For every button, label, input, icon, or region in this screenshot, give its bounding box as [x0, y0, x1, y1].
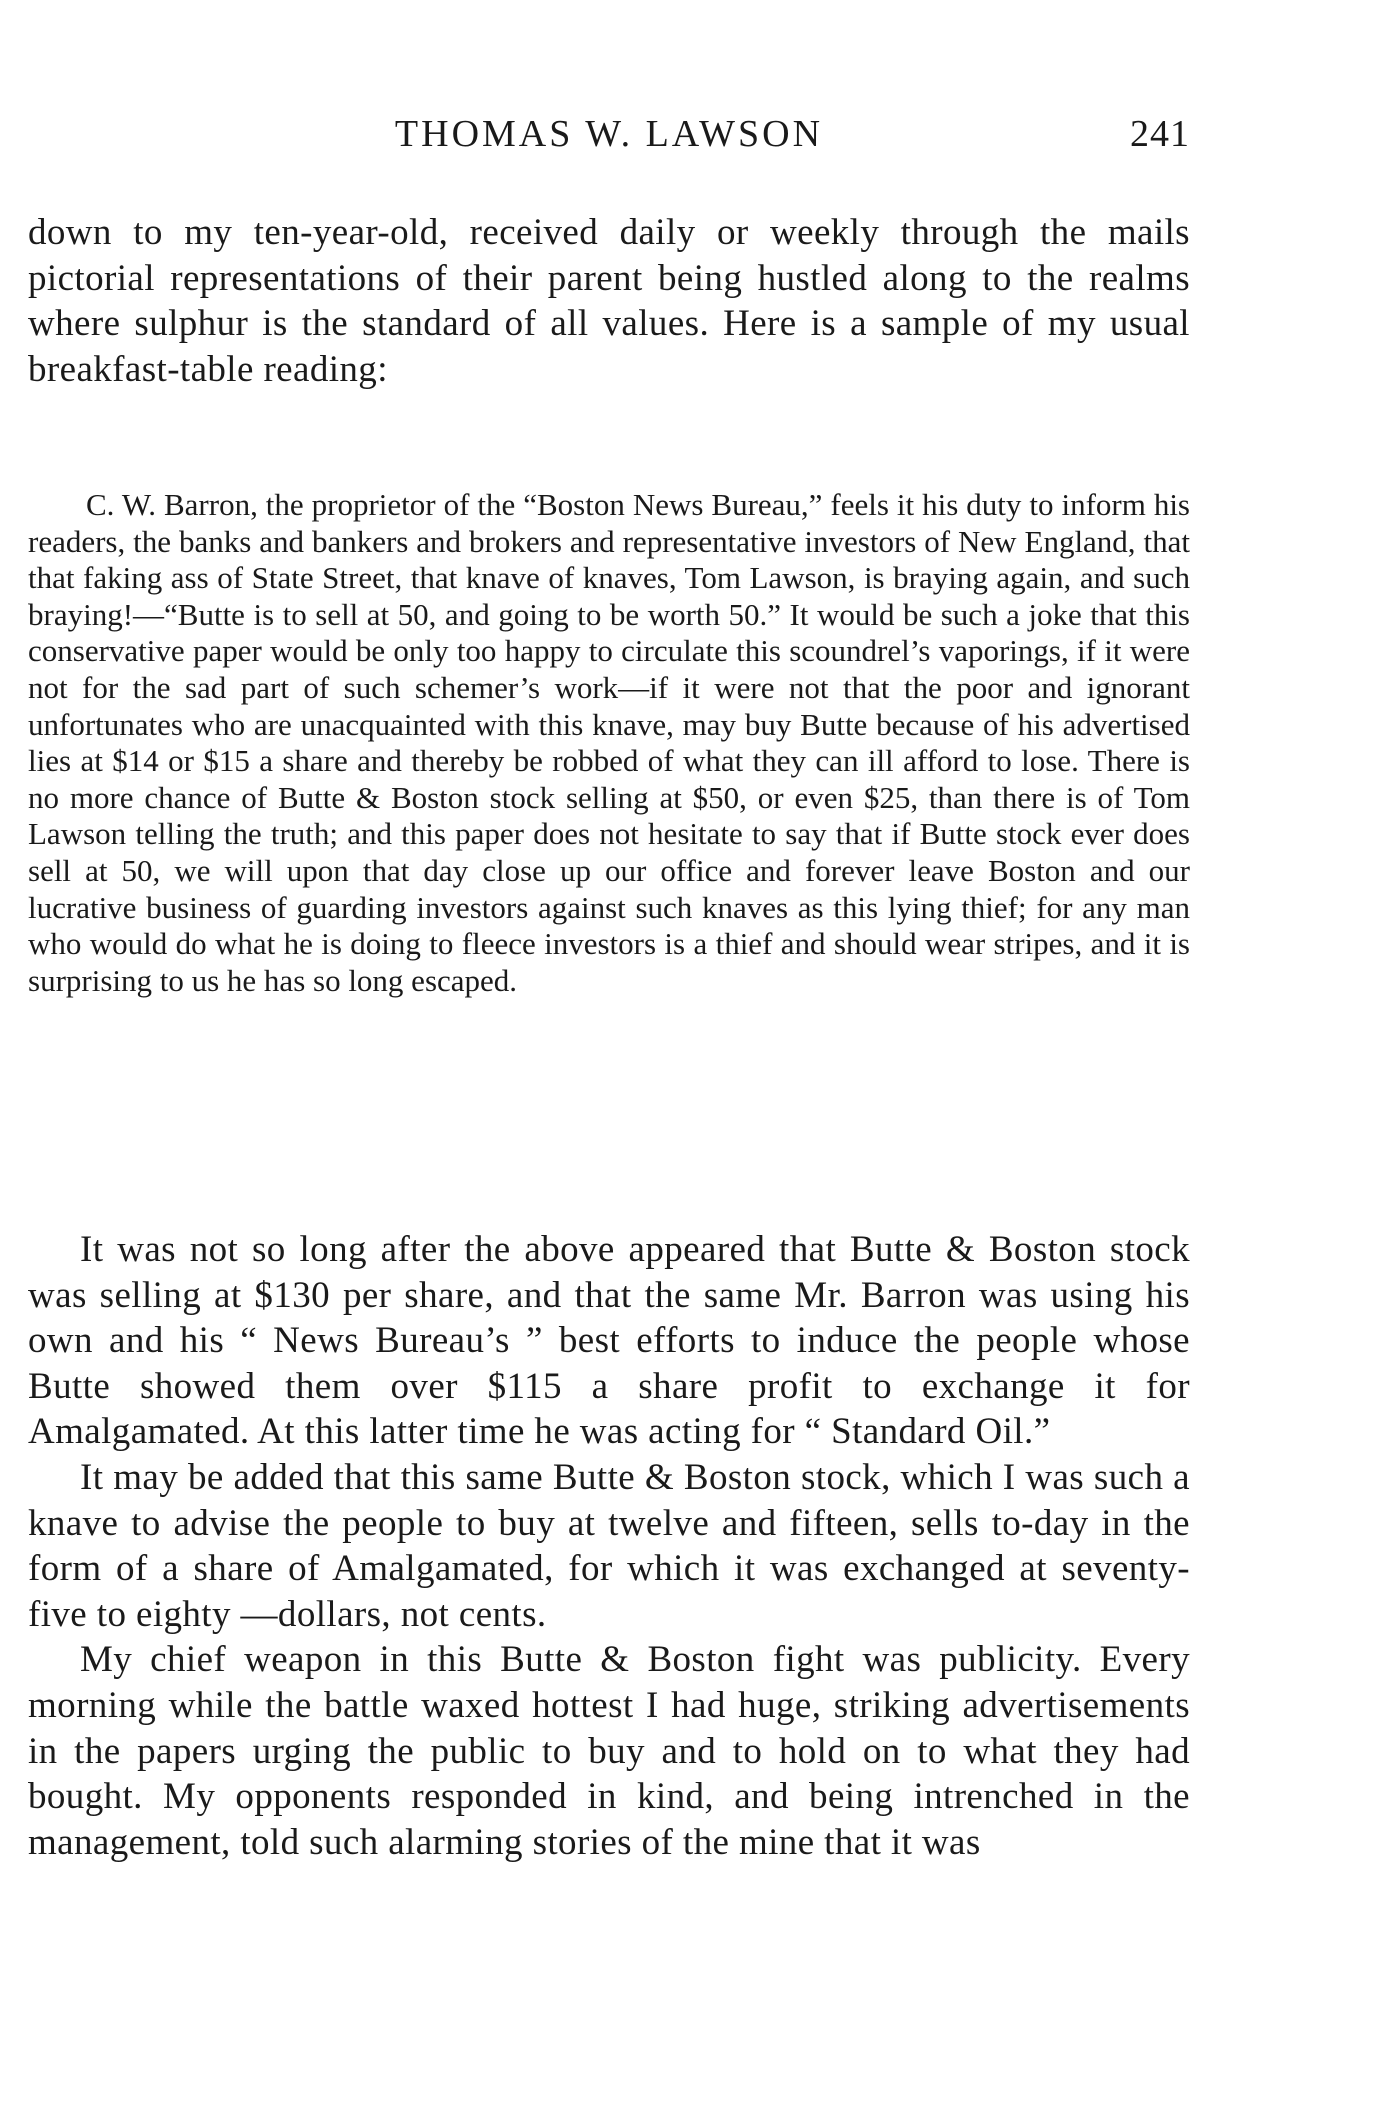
body-text: [28, 1227, 1190, 1865]
paragraph: It was not so long after the above appeared that Butte & Boston stock was selling at $130 per share, and that the same Mr. Barron was using his own and his “ News Bureau’s ” best efforts to induce the people whose Butte showed them over $115 a share profit to exchange it for Amalgamated. At this latter time he was acting for “ Standard Oil.”: [28, 1229, 1190, 1453]
block-quotation: C. W. Barron, the proprietor of the “Boston News Bureau,” feels it his duty to inform his readers, the banks and bankers and brokers and representative investors of New England, that that faking ass of State Street, that knave of knaves, Tom Lawson, is braying again, and such braying!—“Butte is to sell at 50, and going to be worth 50.” It would be such a joke that this conservative paper would be only too happy to circulate this scoundrel’s vaporings, if it were not for the sad part of such schemer’s work—if it were not that the poor and ignorant unfortunates who are unacquainted with this knave, may buy Butte because of his advertised lies at $14 or $15 a share and thereby be robbed of what they can ill afford to lose. There is no more chance of Butte & Boston stock selling at $50, or even $25, than there is of Tom Lawson telling the truth; and this paper does not hesitate to say that if Butte stock ever does sell at 50, we will upon that day close up our office and forever leave Boston and our lucrative business of guarding investors against such knaves as this lying thief; for any man who would do what he is doing to fleece investors is a thief and should wear stripes, and it is surprising to us he has so long escaped.: [28, 487, 1190, 998]
paragraph: My chief weapon in this Butte & Boston fight was publicity. Every morning while the battle waxed hottest I had huge, striking advertisements in the papers urging the public to buy and to hold on to what they had bought. My opponents responded in kind, and being intrenched in the management, told such alarming stories of the mine that it was: [28, 1639, 1190, 1863]
lead-paragraph: down to my ten-year-old, received daily or weekly through the mails pictorial representations of their parent being hustled along to the realms where sulphur is the standard of all values. Here is a sample of my usual breakfast-table reading:: [28, 212, 1190, 390]
running-head: [28, 112, 1190, 172]
running-title: THOMAS W. LAWSON: [394, 113, 824, 155]
page-number: 241: [1130, 113, 1190, 155]
paragraph: It may be added that this same Butte & Boston stock, which I was such a knave to advise the people to buy at twelve and fifteen, sells to-day in the form of a share of Amalgamated, for which it was exchanged at seventy-five to eighty —dollars, not cents.: [28, 1456, 1190, 1635]
